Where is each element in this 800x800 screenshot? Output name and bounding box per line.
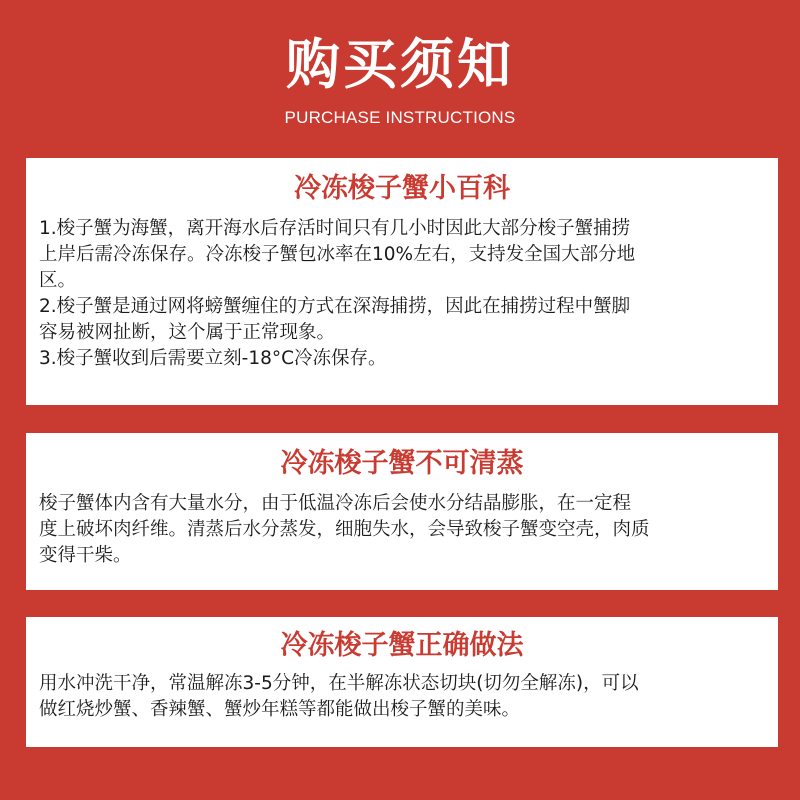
card-title: 冷冻梭子蟹不可清蒸 (280, 448, 524, 479)
card-body: 用水冲洗干净，常温解冻3-5分钟，在半解冻状态切块(切勿全解冻)，可以 做红烧炒蟹、香辣蟹、蟹炒年糕等都能做出梭子蟹的美味。 (39, 673, 639, 720)
card-title: 冷冻梭子蟹小百科 (294, 173, 510, 204)
info-card-no-steaming (26, 433, 778, 590)
info-card-correct-cooking (26, 617, 778, 747)
card-body: 1.梭子蟹为海蟹，离开海水后存活时间只有几小时因此大部分梭子蟹捕捞 上岸后需冷冻保存。冷冻梭子蟹包冰率在10%左右，支持发全国大部分地 区。 2.梭子蟹是通过网将螃蟹缠住的方式在深海捕捞，因此在捕捞过程中蟹脚 容易被网扯断，这个属于正常现象。 3.梭子蟹收到后需要立刻-18°C冷冻保存。 (39, 218, 636, 369)
info-card-crab-encyclopedia (26, 158, 778, 405)
page-title: 购买须知 (286, 33, 514, 96)
card-body: 梭子蟹体内含有大量水分，由于低温冷冻后会使水分结晶膨胀，在一定程 度上破坏肉纤维。清蒸后水分蒸发，细胞失水，会导致梭子蟹变空壳，肉质 变得干柴。 (39, 493, 650, 566)
card-title: 冷冻梭子蟹正确做法 (280, 630, 524, 661)
page-subtitle: PURCHASE INSTRUCTIONS (284, 108, 516, 127)
